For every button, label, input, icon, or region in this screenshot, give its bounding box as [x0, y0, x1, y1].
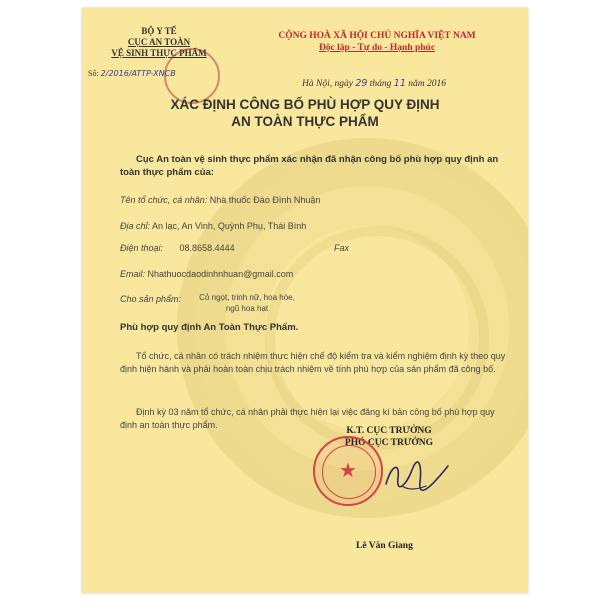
department-name-2: VỆ SINH THỰC PHẨM — [111, 48, 207, 58]
date-month: 11 — [393, 78, 406, 89]
conformity-statement: Phù hợp quy định An Toàn Thực Phẩm. — [120, 322, 299, 333]
intro-text: Cục An toàn vệ sinh thực phẩm xác nhận đã nhận công bố phù hợp quy định an toàn thực phẩm của: — [120, 154, 499, 178]
department-name-1: CỤC AN TOÀN — [127, 37, 191, 47]
signer-name: Lê Văn Giang — [356, 541, 413, 551]
email-field — [120, 269, 293, 279]
product-value-line-2: ngũ hoa hạt — [225, 304, 269, 313]
ministry-name: BỘ Y TẾ — [141, 26, 177, 36]
product-field — [120, 294, 181, 304]
official-red-stamp — [313, 436, 383, 506]
fax-field — [334, 243, 349, 253]
document-number-label: Số: — [88, 69, 99, 78]
title-line-1: XÁC ĐỊNH CÔNG BỐ PHÙ HỢP QUY ĐỊNH — [170, 97, 440, 112]
product-value-line-1: Cỏ ngọt, trinh nữ, hoa hòe, — [199, 293, 295, 302]
email-value: Nhathuocdaodinhnhuan@gmail.com — [147, 269, 294, 279]
signer-title-line-2: PHÓ CỤC TRƯỞNG — [344, 438, 434, 448]
product-value — [192, 292, 302, 314]
date-month-label: tháng — [369, 79, 392, 89]
email-label: Email: — [120, 269, 146, 279]
product-label: Cho sản phẩm: — [120, 294, 182, 304]
date-day: 29 — [355, 78, 368, 89]
signer-title-line-1: K.T. CỤC TRƯỞNG — [346, 426, 432, 436]
date-prefix: Hà Nội, ngày — [302, 79, 353, 89]
national-motto: Độc lập - Tự do - Hạnh phúc — [318, 43, 436, 53]
address-label: Địa chỉ: — [120, 221, 151, 231]
org-value: Nhà thuốc Đào Đình Nhuận — [209, 195, 321, 205]
handwritten-signature — [382, 456, 452, 496]
date-year: năm 2016 — [408, 79, 447, 89]
national-header — [232, 30, 522, 54]
phone-label: Điện thoại: — [120, 243, 164, 253]
org-field — [120, 195, 320, 205]
org-label: Tên tổ chức, cá nhân: — [120, 195, 208, 205]
document-number — [88, 69, 176, 78]
title-line-2: AN TOÀN THỰC PHẨM — [231, 114, 379, 129]
renewal-paragraph: Định kỳ 03 năm tổ chức, cá nhân phải thực hiện lại việc đăng kí bản công bố phù hợp quy định an toàn thực phẩm. — [120, 407, 495, 430]
fax-label: Fax — [334, 243, 350, 253]
phone-value: 08.8658.4444 — [179, 243, 235, 253]
document-title — [100, 96, 510, 130]
address-field — [120, 221, 306, 231]
country-name: CỘNG HOÀ XÃ HỘI CHỦ NGHĨA VIỆT NAM — [278, 31, 476, 41]
document-number-value: 2/2016/ATTP-XNCB — [100, 69, 176, 78]
address-value: An lạc, An Vinh, Quỳnh Phụ, Thái Bình — [152, 221, 307, 231]
issuing-agency-header — [104, 26, 214, 59]
issue-date — [302, 78, 446, 89]
phone-field — [120, 243, 235, 253]
responsibility-paragraph: Tổ chức, cá nhân có trách nhiệm thực hiện chế độ kiểm tra và kiểm nghiệm định kỳ theo quy định hiện hành và phải hoàn toàn chịu trách nhiệm về tính phù hợp của sản phẩm đã công bố. — [120, 351, 506, 374]
